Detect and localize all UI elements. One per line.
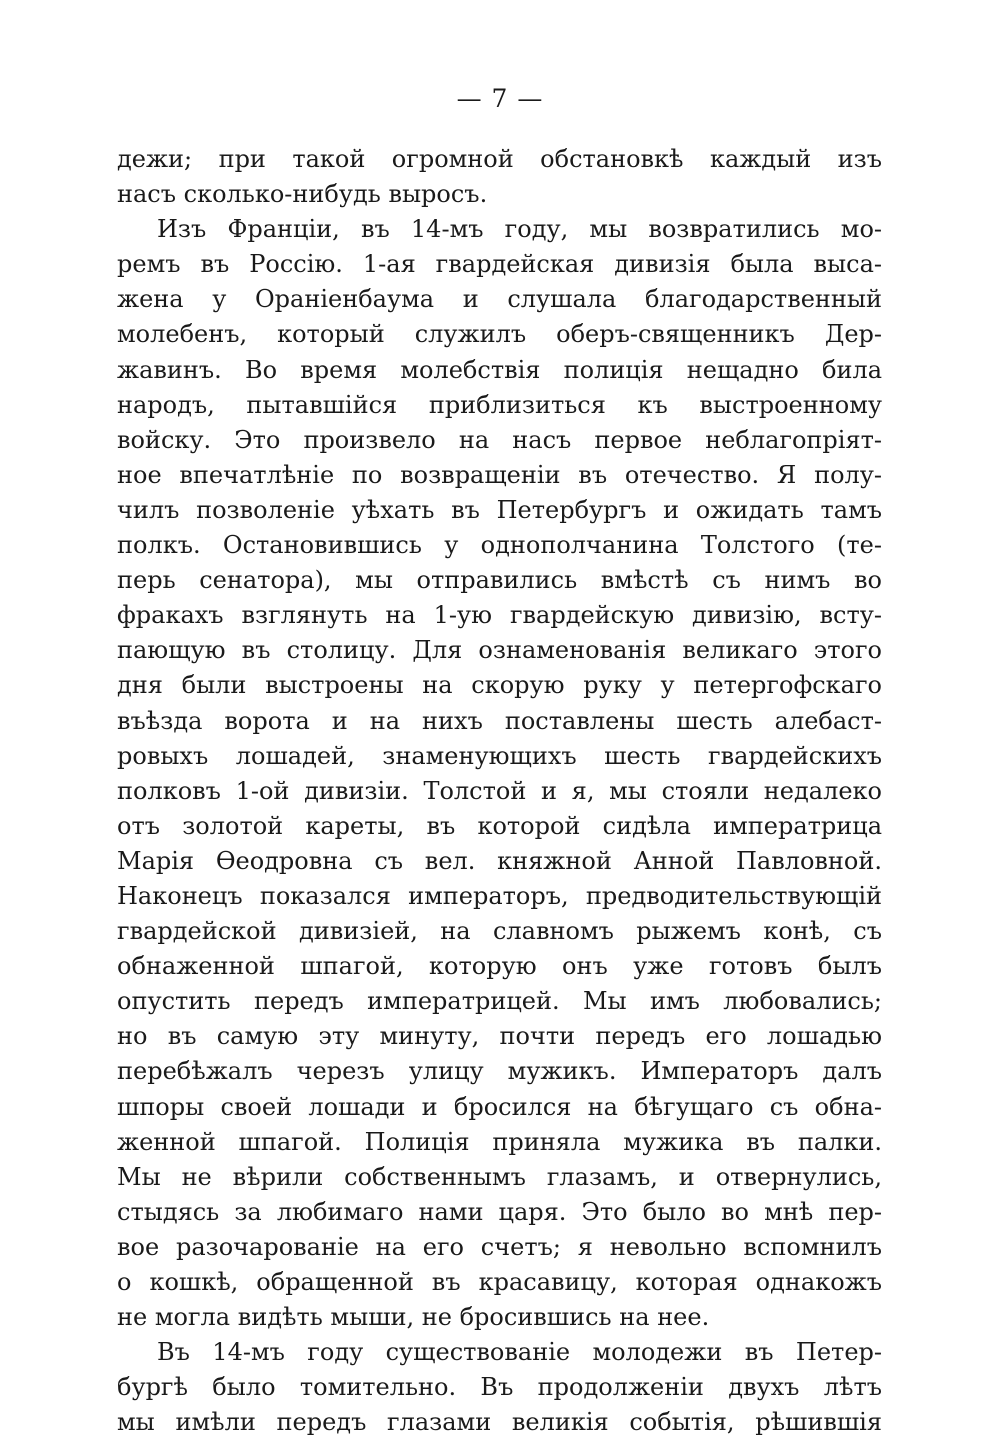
text-line: гвардейской дивизіей, на славномъ рыжемъ конѣ, съ (117, 917, 882, 946)
text-line: мы имѣли передъ глазами великія событія, рѣшившія (117, 1408, 882, 1437)
text-line: ровыхъ лошадей, знаменующихъ шесть гвардейскихъ (117, 741, 882, 770)
text-line: отъ золотой кареты, въ которой сидѣла императрица (117, 811, 882, 840)
text-line: Изъ Франціи, въ 14-мъ году, мы возвратились мо- (157, 215, 882, 244)
text-line: обнаженной шпагой, которую онъ уже готовъ былъ (117, 952, 882, 981)
text-line: Наконецъ показался императоръ, предводительствующій (117, 881, 882, 910)
text-line: пающую въ столицу. Для ознаменованія великаго этого (117, 636, 882, 665)
text-line: стыдясь за любимаго нами царя. Это было во мнѣ пер- (117, 1197, 882, 1226)
body-text (117, 142, 882, 1440)
text-line: не могла видѣть мыши, не бросившись на нее. (117, 1303, 710, 1332)
text-line: Мы не вѣрили собственнымъ глазамъ, и отвернулись, (117, 1162, 882, 1191)
text-line: вое разочарованіе на его счетъ; я невольно вспомнилъ (117, 1232, 882, 1261)
text-line: насъ сколько-нибудь выросъ. (117, 180, 488, 209)
text-line: жавинъ. Во время молебствія полиція нещадно била (117, 355, 882, 384)
text-line: чилъ позволеніе уѣхать въ Петербургъ и ожидать тамъ (117, 495, 882, 524)
text-line: войску. Это произвело на насъ первое неблагопріят- (117, 425, 882, 454)
text-line: перебѣжалъ черезъ улицу мужикъ. Императоръ далъ (117, 1057, 882, 1086)
text-line: опустить передъ императрицей. Мы имъ любовались; (117, 987, 882, 1016)
text-line: о кошкѣ, обращенной въ красавицу, которая однакожъ (117, 1268, 882, 1296)
text-line: бургѣ было томительно. Въ продолженіи двухъ лѣтъ (117, 1373, 882, 1402)
text-line: перь сенатора), мы отправились вмѣстѣ съ нимъ во (117, 566, 882, 595)
text-line: въѣзда ворота и на нихъ поставлены шесть алебаст- (117, 706, 882, 735)
text-line: фракахъ взглянуть на 1-ую гвардейскую дивизію, всту- (117, 601, 882, 630)
text-line: ное впечатлѣніе по возвращеніи въ отечество. Я полу- (117, 460, 882, 489)
text-line: дежи; при такой огромной обстановкѣ каждый изъ (117, 145, 882, 173)
text-line: полковъ 1-ой дивизіи. Толстой и я, мы стояли недалеко (117, 776, 882, 805)
text-line: полкъ. Остановившись у однополчанина Толстого (те- (117, 531, 882, 560)
text-line: жена у Ораніенбаума и слушала благодарственный (117, 285, 882, 314)
page-number: — 7 — (456, 84, 544, 113)
text-line: шпоры своей лошади и бросился на бѣгущаго съ обна- (117, 1092, 882, 1121)
text-line: Марія Ѳеодровна съ вел. княжной Анной Павловной. (117, 846, 882, 875)
text-line: молебенъ, который служилъ оберъ-священникъ Дер- (117, 320, 882, 349)
text-line: дня были выстроены на скорую руку у петергофскаго (117, 671, 882, 700)
text-line: ремъ въ Россію. 1-ая гвардейская дивизія была выса- (117, 250, 882, 279)
text-line: женной шпагой. Полиція приняла мужика въ палки. (117, 1127, 882, 1156)
text-line: Въ 14-мъ году существованіе молодежи въ Петер- (157, 1338, 882, 1367)
text-line: но въ самую эту минуту, почти передъ его лошадью (117, 1022, 882, 1051)
text-line: народъ, пытавшійся приблизиться къ выстроенному (117, 390, 882, 419)
